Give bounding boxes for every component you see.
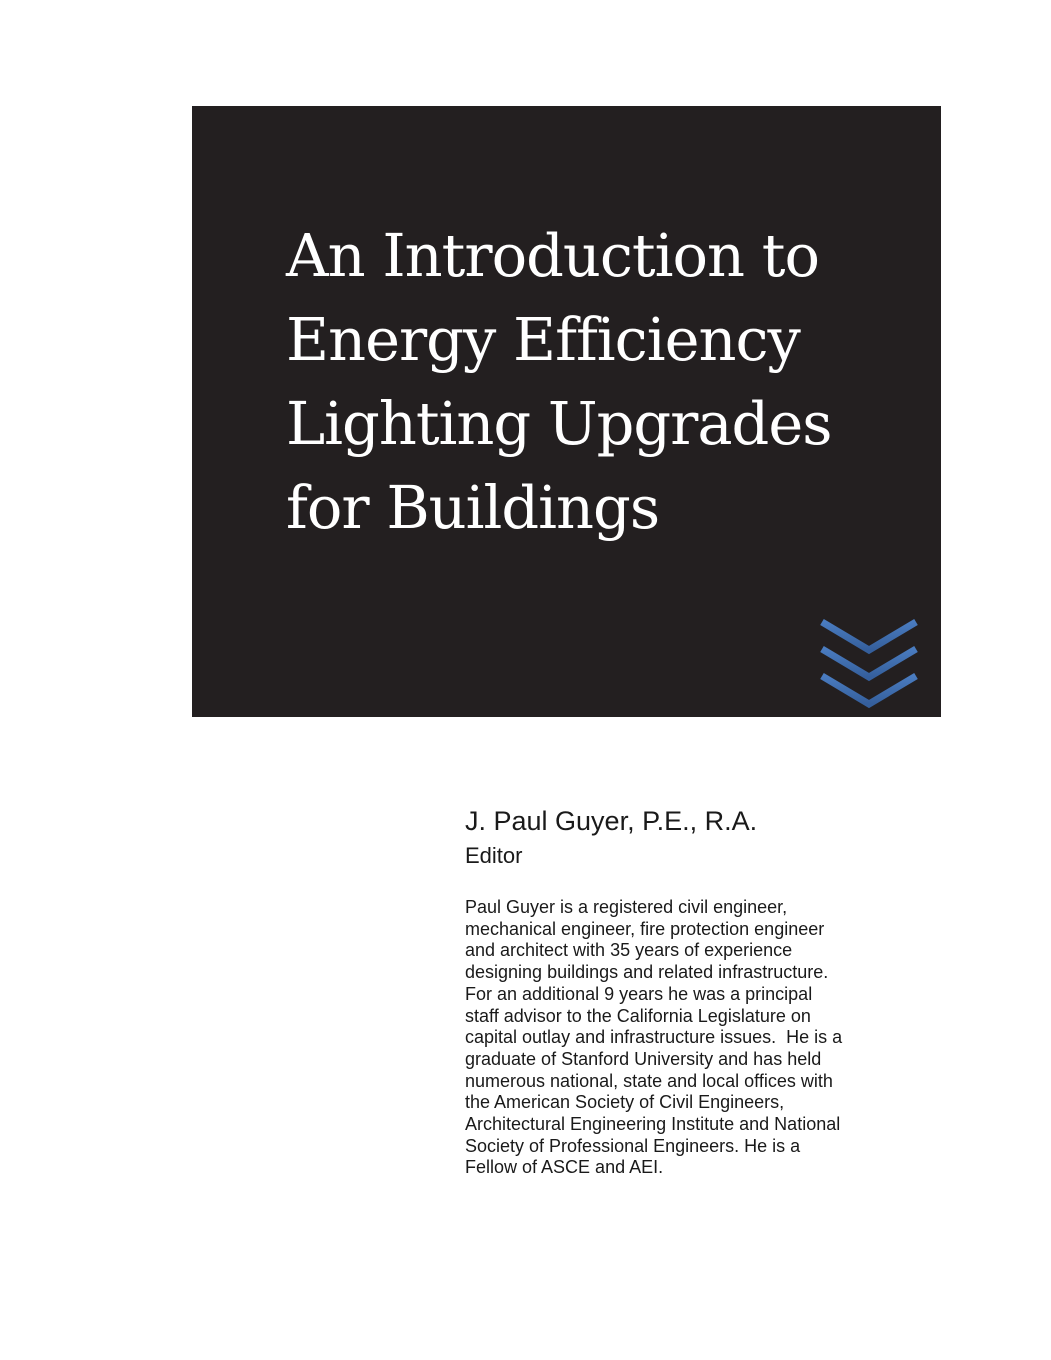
bio-line: Fellow of ASCE and AEI.: [465, 1157, 664, 1178]
bio-line: graduate of Stanford University and has held: [465, 1048, 822, 1069]
title-line-2: Energy Efficiency: [286, 305, 800, 374]
title-line-1: An Introduction to: [286, 221, 819, 290]
book-title: [286, 214, 926, 550]
author-role: Editor: [465, 843, 523, 868]
bio-line: Paul Guyer is a registered civil engineer,: [465, 897, 788, 917]
chevron-1: [822, 622, 916, 650]
bio-line: and architect with 35 years of experience: [465, 940, 793, 961]
title-line-4: for Buildings: [286, 473, 660, 542]
bio-line: designing buildings and related infrastructure.: [465, 962, 829, 983]
bio-line: numerous national, state and local offices with: [465, 1070, 833, 1091]
bio-line: mechanical engineer, fire protection engineer: [465, 918, 825, 939]
bio-line: staff advisor to the California Legislature on: [465, 1005, 811, 1026]
author-block: [465, 803, 885, 871]
bio-line: capital outlay and infrastructure issues. He is a: [465, 1027, 843, 1048]
bio-line: Architectural Engineering Institute and National: [465, 1114, 841, 1135]
bio-line: the American Society of Civil Engineers,: [465, 1092, 785, 1113]
author-bio: [465, 897, 885, 1179]
cover-panel: [192, 106, 941, 717]
author-name: J. Paul Guyer, P.E., R.A.: [465, 806, 758, 836]
triple-chevron-down-icon: [818, 616, 920, 710]
title-line-3: Lighting Upgrades: [286, 389, 832, 458]
bio-line: Society of Professional Engineers. He is a: [465, 1135, 801, 1156]
bio-line: For an additional 9 years he was a principal: [465, 983, 813, 1004]
